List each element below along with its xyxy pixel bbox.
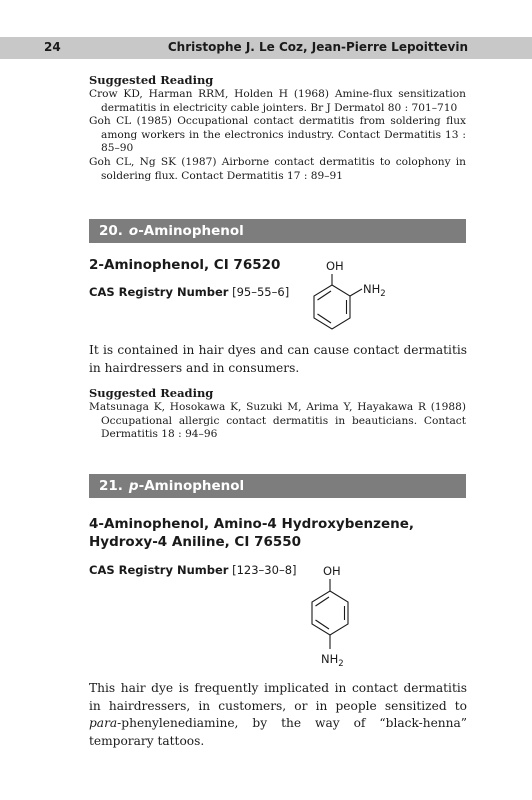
suggested-reading-20 — [89, 386, 466, 442]
section-prefix: p — [128, 478, 139, 494]
cas-value: [123–30–8] — [228, 563, 297, 577]
suggested-reading-top — [89, 73, 466, 183]
section-name: -Aminophenol — [138, 223, 244, 239]
running-header-authors: Christophe J. Le Coz, Jean-Pierre Lepoittevin — [167, 40, 468, 54]
section-text: It is contained in hair dyes and can cause contact dermatitis in hairdressers and in consumers. — [89, 343, 467, 375]
section-text: This hair dye is frequently implicated in contact dermatitis in hairdressers, in customers, or in people sensitized to para-phenylenediamine, by the way of “black-henna” temporary tattoos. — [89, 681, 467, 748]
reference-item: Matsunaga K, Hosokawa K, Suzuki M, Arima Y, Hayakawa R (1988) Occupational allergic contact dermatitis in beauticians. Contact Dermatitis 18 : 94–96 — [89, 401, 466, 441]
cas-label: CAS Registry Number — [89, 285, 229, 299]
reference-item: Goh CL, Ng SK (1987) Airborne contact dermatitis to colophony in soldering flux. Contact Dermatitis 17 : 89–91 — [89, 155, 466, 182]
nh2-label: $NH_2$ — [363, 282, 386, 299]
cas-registry — [89, 285, 289, 299]
oh-label: OH — [326, 259, 344, 273]
benzene-ring — [312, 591, 348, 635]
page-number: 24 — [44, 40, 61, 54]
section-number: 21. — [99, 478, 123, 494]
cas-label: CAS Registry Number — [89, 563, 229, 577]
reference-item: Crow KD, Harman RRM, Holden H (1968) Amine-flux sensitization dermatitis in electricity cable jointers. Br J Dermatol 80 : 701–710 — [89, 88, 466, 114]
reference-item: Goh CL (1985) Occupational contact dermatitis from soldering flux among workers in the electronics industry. Contact Dermatitis 13 : 85–90 — [89, 115, 466, 155]
chemical-structure-2-aminophenol — [290, 252, 410, 342]
section-heading-20 — [89, 219, 466, 243]
section-prefix: o — [128, 223, 139, 239]
suggested-reading-title: Suggested Reading — [89, 386, 214, 400]
chemical-structure-4-aminophenol — [300, 560, 380, 672]
section-name: -Aminophenol — [138, 478, 245, 494]
section-number: 20. — [99, 223, 123, 239]
section-heading-21 — [89, 474, 466, 498]
cas-value: [95–55–6] — [228, 285, 290, 299]
compound-name: 2-Aminophenol, CI 76520 — [89, 257, 281, 273]
cas-registry — [89, 563, 297, 577]
compound-name: 4-Aminophenol, Amino-4 Hydroxybenzene, Hydroxy-4 Aniline, CI 76550 — [89, 516, 415, 550]
oh-label: OH — [323, 564, 341, 578]
nh2-label: $NH_2$ — [321, 652, 344, 669]
suggested-reading-title: Suggested Reading — [89, 73, 214, 87]
benzene-ring — [314, 285, 350, 329]
